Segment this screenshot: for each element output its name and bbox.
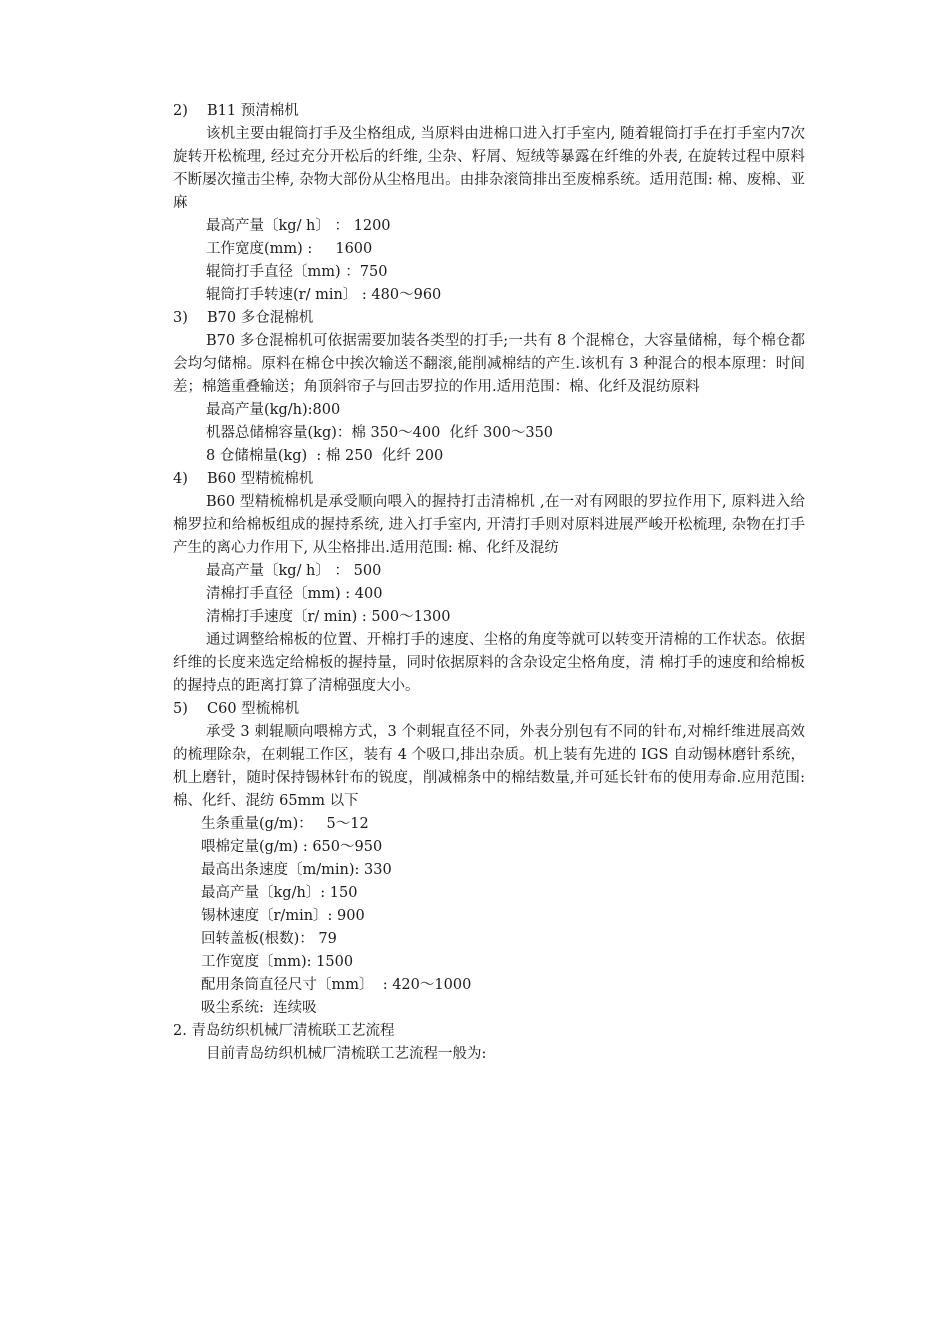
spec-line: 最高产量〔kg/h〕: 150	[201, 885, 358, 901]
section-heading-b11	[173, 100, 813, 123]
part-intro: 目前青岛纺织机械厂清梳联工艺流程一般为:	[206, 1046, 487, 1062]
section-title: B60 型精梳棉机	[207, 471, 314, 487]
section-paragraph: B60 型精梳棉机是承受顺向喂入的握持打击清棉机 ,在一对有网眼的罗拉作用下, 原料进入给棉罗拉和给棉板组成的握持系统, 进入打手室内, 开清打手则对原料进展严峻开松梳理, 杂物在打手产生的离心力作用下, 从尘格排出.适用范围: 棉、化纤及混纺	[173, 494, 805, 556]
section-paragraph: 该机主要由辊筒打手及尘格组成, 当原料由进棉口进入打手室内, 随着辊筒打手在打手室内7次旋转开松梳理, 经过充分开松后的纤维, 尘杂、籽屑、短绒等暴露在纤维的外表, 在旋转过程中原料不断屡次撞击尘棒, 杂物大部份从尘格甩出。由排杂滚筒排出至废棉系统。适用范围: 棉、废棉、亚麻	[173, 126, 805, 211]
spec-line: 最高产量(kg/h):800	[206, 402, 341, 418]
part-heading: 2. 青岛纺织机械厂清梳联工艺流程	[173, 1023, 395, 1039]
spec-line: 锡林速度〔r/min〕: 900	[201, 908, 365, 924]
section-heading-b70	[173, 307, 813, 330]
section-number: 4)	[173, 471, 188, 487]
section-paragraph: 承受 3 刺辊顺向喂棉方式，3 个刺辊直径不同，外表分别包有不同的针布,对棉纤维进展高效的梳理除杂，在刺辊工作区，装有 4 个吸口,排出杂质。机上装有先进的 IGS 自动锡林磨针系统，机上磨针，随时保持锡林针布的锐度，削减棉条中的棉结数量,并可延长针布的使用寿命.应用范围: 棉、化纤、混纺 65mm 以下	[173, 724, 805, 809]
spec-line: 清棉打手速度〔r/ min) : 500～1300	[206, 609, 451, 625]
section-paragraph: B70 多仓混棉机可依据需要加装各类型的打手;一共有 8 个混棉仓，大容量储棉，每个棉仓都会均匀储棉。原料在棉仓中挨次输送不翻滚,能削减棉结的产生.该机有 3 种混合的根本原理：时间差；棉簉重叠输送；角顶斜帘子与回击罗拉的作用.适用范围：棉、化纤及混纺原料	[173, 333, 805, 395]
spec-line: 工作宽度(mm) : 1600	[206, 241, 373, 257]
spec-line: 吸尘系统: 连续吸	[201, 1000, 317, 1016]
spec-line: 辊筒打手转速(r/ min〕 : 480～960	[206, 287, 442, 303]
section-heading-b60	[173, 468, 813, 491]
spec-line: 8 仓储棉量(kg) : 棉 250 化纤 200	[206, 448, 444, 464]
spec-line: 辊筒打手直径〔mm) ：750	[206, 264, 388, 280]
spec-line: 喂棉定量(g/m) : 650～950	[201, 839, 383, 855]
spec-line: 机器总储棉容量(kg)：棉 350～400 化纤 300～350	[206, 425, 554, 441]
spec-line: 工作宽度〔mm): 1500	[201, 954, 354, 970]
spec-line: 生条重量(g/m)： 5～12	[201, 816, 369, 832]
spec-line: 清棉打手直径〔mm) : 400	[206, 586, 383, 602]
section-heading-c60	[173, 698, 813, 721]
spec-line: 配用条筒直径尺寸〔mm〕 : 420～1000	[201, 977, 472, 993]
section-number: 5)	[173, 701, 188, 717]
document-body	[173, 100, 813, 1066]
closing-paragraph: 通过调整给棉板的位置、开棉打手的速度、尘格的角度等就可以转变开清棉的工作状态。依据纤维的长度来选定给棉板的握持量，同时依据原料的含杂设定尘格角度，清 棉打手的速度和给棉板的握持点的距离打算了清棉强度大小。	[173, 632, 805, 694]
section-title: C60 型梳棉机	[207, 701, 300, 717]
section-title: B70 多仓混棉机	[207, 310, 314, 326]
spec-line: 最高出条速度〔m/min): 330	[201, 862, 392, 878]
section-number: 2)	[173, 103, 188, 119]
spec-line: 最高产量〔kg/ h〕 ： 500	[206, 563, 382, 579]
section-number: 3)	[173, 310, 188, 326]
spec-line: 回转盖板(根数)： 79	[201, 931, 337, 947]
spec-line: 最高产量〔kg/ h〕 ： 1200	[206, 218, 391, 234]
section-title: B11 预清棉机	[207, 103, 299, 119]
